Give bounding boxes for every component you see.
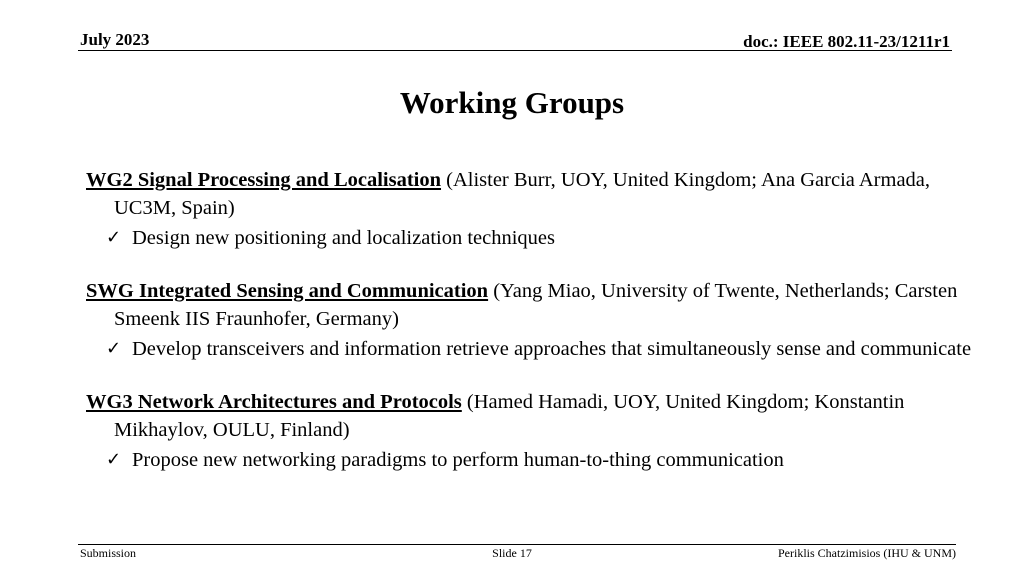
group-members: (Alister Burr, UOY, United Kingdom; Ana Garcia Armada, UC3M, Spain) xyxy=(114,169,931,219)
group-name: WG3 Network Architectures and Protocols xyxy=(86,391,462,413)
list-item xyxy=(86,446,996,474)
bullet-text: Develop transceivers and information retrieve approaches that simultaneously sense and communicate xyxy=(132,338,972,360)
group-name: SWG Integrated Sensing and Communication xyxy=(86,280,489,302)
bullet-text: Design new positioning and localization techniques xyxy=(132,227,556,249)
working-group-wg2 xyxy=(86,166,996,252)
group-members: (Yang Miao, University of Twente, Netherlands; Carsten Smeenk IIS Fraunhofer, Germany) xyxy=(114,280,958,330)
header-date: July 2023 xyxy=(80,30,150,49)
slide-title: Working Groups xyxy=(399,85,625,120)
working-group-wg3 xyxy=(86,388,996,474)
footer-author: Periklis Chatzimisios (IHU & UNM) xyxy=(778,546,956,560)
group-members: (Hamed Hamadi, UOY, United Kingdom; Konstantin Mikhaylov, OULU, Finland) xyxy=(114,391,905,441)
checkmark-icon: ✓ xyxy=(106,449,122,470)
checkmark-icon: ✓ xyxy=(106,227,122,248)
group-heading xyxy=(86,388,996,444)
group-heading xyxy=(86,277,996,333)
list-item xyxy=(86,224,996,252)
bullet-text: Propose new networking paradigms to perform human-to-thing communication xyxy=(132,449,784,471)
group-name: WG2 Signal Processing and Localisation xyxy=(86,169,442,191)
slide-content xyxy=(86,166,996,499)
footer-slide-number: Slide 17 xyxy=(492,546,532,560)
footer-submission: Submission xyxy=(80,546,137,560)
footer-divider xyxy=(78,544,956,545)
working-group-swg xyxy=(86,277,996,363)
checkmark-icon: ✓ xyxy=(106,338,122,359)
header-divider xyxy=(78,50,952,51)
group-heading xyxy=(86,166,996,222)
list-item xyxy=(86,335,996,363)
header-doc-id: doc.: IEEE 802.11-23/1211r1 xyxy=(743,32,950,51)
